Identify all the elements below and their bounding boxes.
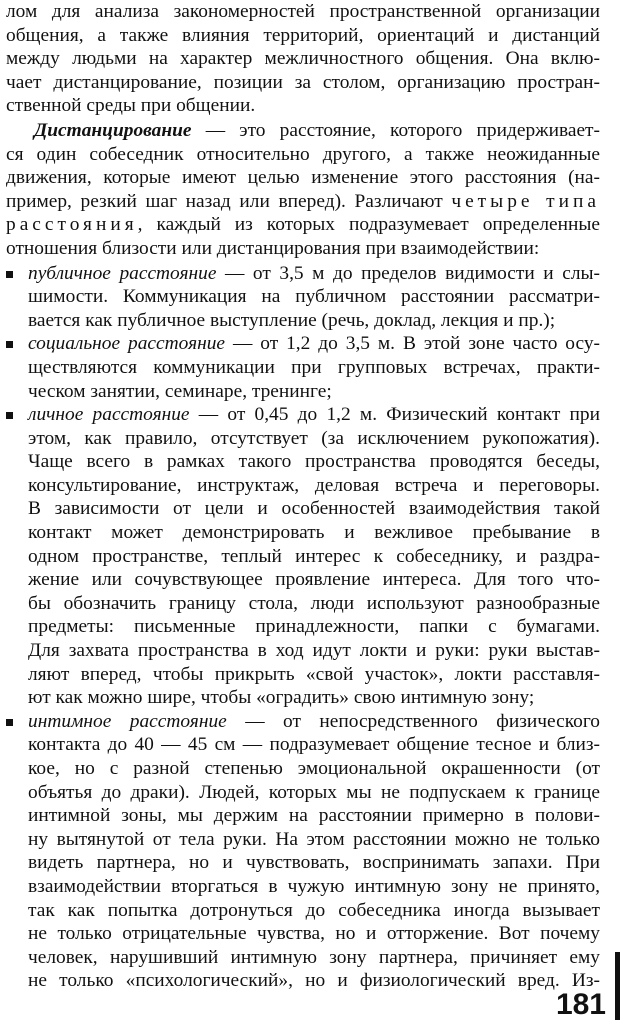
text-line: ственной среды при общении.: [6, 95, 256, 117]
text-line: шимости. Коммуникация на публичном расстоянии рассматри-: [28, 286, 600, 308]
item-term: интимное расстояние: [28, 710, 227, 732]
text-line: чает дистанцирование, позиции за столом, организацию простран-: [6, 71, 600, 93]
text-line: контакт может демонстрировать и вежливое пребывание в: [28, 522, 600, 544]
text-line: ческом занятии, семинаре, тренинге;: [28, 380, 332, 402]
text-line: ществляются коммуникации при групповых встречах, практи-: [28, 356, 600, 378]
text-line: общения, а также влияния территорий, ориентаций и дистанций: [6, 24, 600, 46]
item-term: личное расстояние: [28, 404, 190, 426]
text-line: этом, как правило, отсутствует (за исключением рукопожатия).: [28, 427, 600, 449]
spaced-emphasis: четыре типа: [451, 190, 600, 212]
text-line: предметы: письменные принадлежности, папки с бумагами.: [28, 616, 600, 638]
text-line: не только «психологический», но и физиологический вред. Из-: [28, 970, 600, 992]
text-line: пример, резкий шаг назад или вперед). Различают четыре типа: [6, 190, 600, 212]
item-term: социальное расстояние: [28, 333, 226, 355]
distance-list: [6, 262, 600, 993]
bullet-square-icon: [6, 412, 13, 419]
text-line: жение или сочувствующее проявление интереса. Для того что-: [28, 569, 600, 591]
text-line: ют как можно шире, чтобы «оградить» свою интимную зону;: [28, 687, 535, 709]
text-line: человек, нарушивший интимную зону партнера, причиняет ему: [28, 946, 600, 968]
text-line: Дистанцирование — это расстояние, которого придерживает-: [34, 119, 600, 141]
bullet-square-icon: [6, 341, 13, 348]
spaced-emphasis: расстояния: [6, 214, 138, 236]
text-line: Чаще всего в рамках такого пространства проводятся беседы,: [28, 451, 600, 473]
list-item-social-distance: [6, 332, 600, 403]
definition-paragraph: [6, 119, 600, 261]
text-line: взаимодействии вторгаться в чужую интимную зону не принято,: [28, 875, 600, 897]
text-line: консультирование, инструктаж, деловая встреча и переговоры.: [28, 474, 600, 496]
text-line: бы обозначить границу стола, люди используют разнообразные: [28, 592, 600, 614]
page-edge-tab: [615, 952, 620, 1020]
definition-term: Дистанцирование: [34, 119, 192, 141]
list-item-personal-distance: [6, 403, 600, 710]
bullet-square-icon: [6, 271, 13, 278]
intro-paragraph: [6, 0, 600, 118]
text-line: видеть партнера, но и чувствовать, воспринимать запахи. При: [28, 852, 600, 874]
text-line: публичное расстояние — от 3,5 м до пределов видимости и слы-: [6, 262, 600, 286]
text-line: личное расстояние — от 0,45 до 1,2 м. Физический контакт при: [6, 403, 600, 427]
text-line: между людьми на характер межличностного общения. Она вклю-: [6, 48, 600, 70]
text-line: Для захвата пространства в ход идут локти и руки: руки выстав-: [28, 640, 600, 662]
page-number: 181: [555, 988, 606, 1021]
text-line: интимной зоны, мы держим на расстоянии примерно в полови-: [28, 805, 600, 827]
text-line: ну вытянутой от тела руки. На этом расстоянии можно не только: [28, 828, 600, 850]
list-item-intimate-distance: [6, 710, 600, 993]
text-line: интимное расстояние — от непосредственного физического: [6, 710, 600, 734]
text-line: так как попытка дотронуться до собеседника иногда вызывает: [28, 899, 600, 921]
text-line: В зависимости от цели и особенностей взаимодействия такой: [28, 498, 600, 520]
text-line: контакта до 40 — 45 см — подразумевает общение тесное и близ-: [28, 734, 600, 756]
text-line: расстояния, каждый из которых подразумевает определенные: [6, 214, 600, 236]
text-line: ся один собеседник относительно другого, а также неожиданные: [6, 143, 600, 165]
text-line: лом для анализа закономерностей пространственной организации: [6, 1, 600, 22]
text-line: кое, но с разной степенью эмоциональной окрашенности (от: [28, 758, 600, 779]
bullet-square-icon: [6, 719, 13, 726]
text-line: социальное расстояние — от 1,2 до 3,5 м. В этой зоне часто осу-: [6, 332, 600, 356]
text-line: вается как публичное выступление (речь, доклад, лекция и пр.);: [28, 309, 556, 331]
text-line: ляют вперед, чтобы прикрыть «свой участок», локти расставля-: [28, 663, 600, 685]
text-line: объятья до драки). Людей, которых мы не подпускаем к границе: [28, 781, 600, 803]
text-line: одном пространстве, теплый интерес к собеседнику, и раздра-: [28, 545, 600, 567]
list-item-public-distance: [6, 262, 600, 333]
book-page: [6, 0, 600, 993]
text-line: движения, которые имеют целью изменение этого расстояния (на-: [6, 167, 600, 189]
item-term: публичное расстояние: [28, 262, 217, 284]
text-line: отношения близости или дистанцирования при взаимодействии:: [6, 237, 540, 259]
text-line: не только отрицательные чувства, но и отторжение. Вот почему: [28, 923, 600, 945]
